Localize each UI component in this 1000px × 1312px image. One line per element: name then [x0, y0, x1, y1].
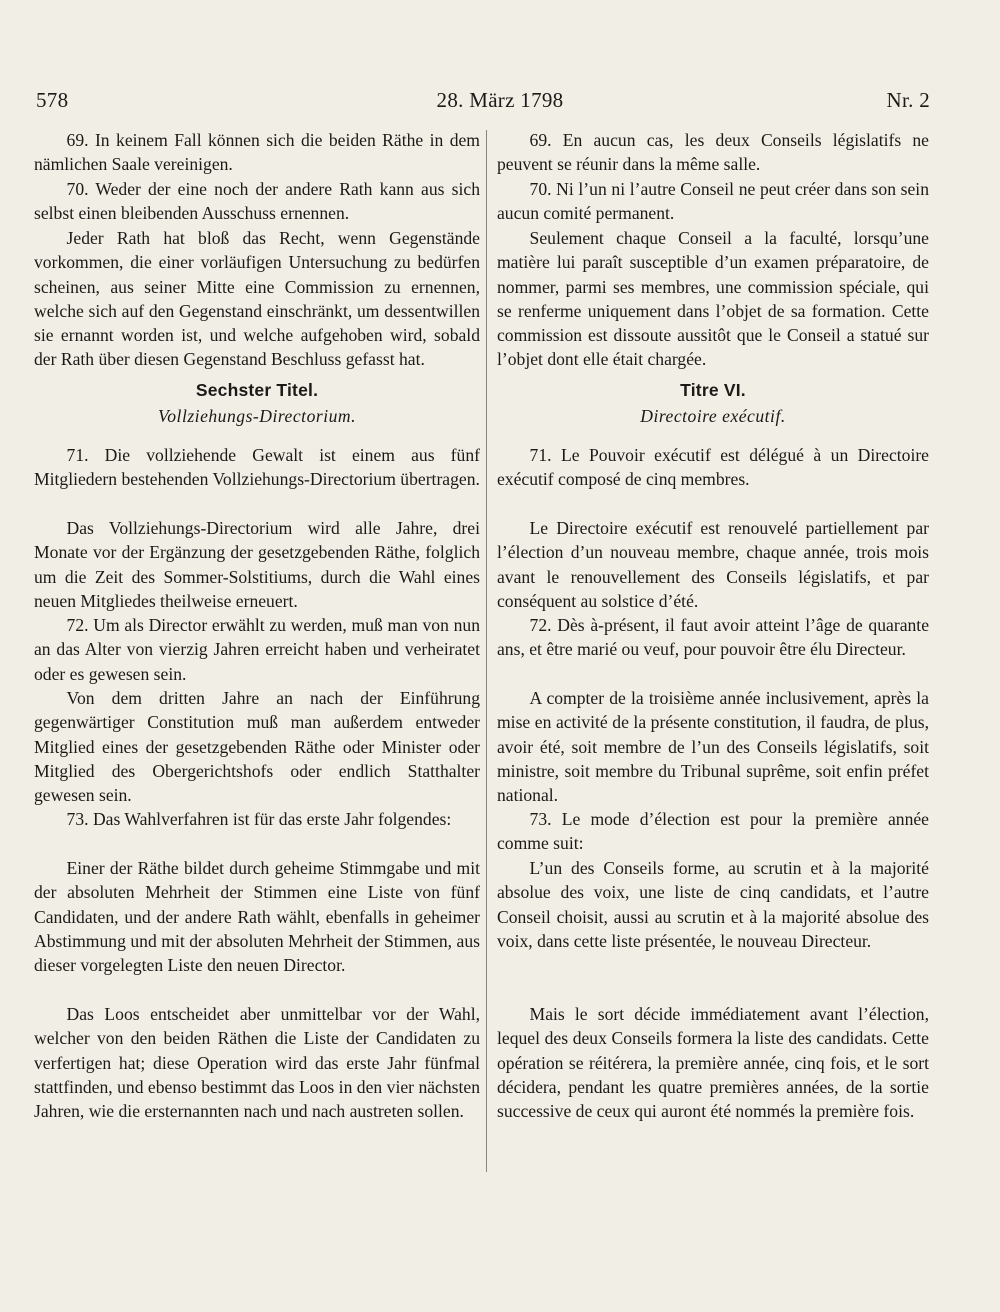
paragraph-election-fr: L’un des Conseils forme, au scrutin et à la majorité absolue des voix, une liste de cinq candidats, et l’autre Conseil choisit, aussi au scrutin et à la majorité absolue des voix, dans cette liste présentée, le nouveau Directeur.	[497, 858, 929, 951]
paragraph-eligibility-de: Von dem dritten Jahre an nach der Einführung gegenwärtiger Constitution muß man außerdem entweder Mitglied eines der gesetzgebenden Räthe oder Minister oder Mitglied des Obergerichtshofs oder endlich Statthalter gewesen sein.	[34, 688, 480, 806]
article-70-de: 70. Weder der eine noch der andere Rath kann aus sich selbst einen bleibenden Ausschuss ernennen.	[34, 179, 480, 224]
paragraph-renewal-de: Das Vollziehungs-Directorium wird alle Jahre, drei Monate vor der Ergänzung der gesetzgebenden Räthe, folglich um die Zeit des Sommer-Solstitiums, durch die Wahl eines neuen Mitgliedes theilweise erneuert.	[34, 518, 480, 611]
page-number: 578	[36, 88, 69, 112]
section-subheading-de: Vollziehungs-Directorium.	[157, 406, 357, 426]
german-column	[34, 128, 480, 1148]
paragraph-renewal-fr: Le Directoire exécutif est renouvelé partiellement par l’élection d’un nouveau membre, chaque année, trois mois avant le renouvellement des Conseils législatifs, et par conséquent au solstice d’été.	[497, 518, 929, 611]
paragraph-commission-fr: Seulement chaque Conseil a la faculté, lorsqu’une matière lui paraît susceptible d’un examen préparatoire, de nommer, parmi ses membres, une commission spéciale, qui se renferme uniquement dans l’objet de sa formation. Cette commission est dissoute aussitôt que le Conseil a statué sur l’objet dont elle était chargée.	[497, 228, 929, 370]
section-subheading-fr: Directoire exécutif.	[640, 406, 786, 426]
section-heading-de: Sechster Titel.	[195, 380, 319, 400]
article-69-fr: 69. En aucun cas, les deux Conseils législatifs ne peuvent se réunir dans la même salle.	[497, 130, 929, 175]
page-date: 28. März 1798	[436, 88, 564, 112]
paragraph-eligibility-fr: A compter de la troisième année inclusivement, après la mise en activité de la présente constitution, il faudra, de plus, avoir été, soit membre de l’un des Conseils législatifs, soit ministre, soit membre du Tribunal suprême, soit enfin préfet national.	[497, 688, 929, 806]
paragraph-commission-de: Jeder Rath hat bloß das Recht, wenn Gegenstände vorkommen, die einer vorläufigen Untersuchung zu bedürfen scheinen, aus seiner Mitte eine Commission zu ernennen, welche sich auf den Gegenstand einschränkt, um dessentwillen sie ernannt worden ist, und welche aufgehoben wird, sobald der Rath über diesen Gegenstand Beschluss gefasst hat.	[34, 228, 480, 370]
section-heading-fr: Titre VI.	[680, 380, 746, 400]
article-73-de: 73. Das Wahlverfahren ist für das erste Jahr folgendes:	[66, 809, 452, 829]
article-70-fr: 70. Ni l’un ni l’autre Conseil ne peut créer dans son sein aucun comité permanent.	[497, 179, 929, 224]
article-73-fr: 73. Le mode d’élection est pour la première année comme suit:	[497, 809, 929, 854]
article-71-de: 71. Die vollziehende Gewalt ist einem aus fünf Mitgliedern bestehenden Vollziehungs-Directorium übertragen.	[34, 445, 480, 490]
column-divider	[486, 130, 487, 1172]
french-column	[497, 128, 929, 1148]
article-69-de: 69. In keinem Fall können sich die beiden Räthe in dem nämlichen Saale vereinigen.	[34, 130, 480, 175]
paragraph-lot-fr: Mais le sort décide immédiatement avant l’élection, lequel des deux Conseils formera la liste des candidats. Cette opération se réitérera, la première année, cinq fois, et le sort décidera, pendant les quatre premières années, de la sortie successive de ceux qui auront été nommés la première fois.	[497, 1004, 929, 1122]
paragraph-election-de: Einer der Räthe bildet durch geheime Stimmgabe und mit der absoluten Mehrheit der Stimmen eine Liste von fünf Candidaten, und der andere Rath wählt, ebenfalls in geheimer Abstimmung und mit der absoluten Mehrheit der Stimmen, aus dieser vorgelegten Liste den neuen Director.	[34, 858, 480, 976]
article-72-de: 72. Um als Director erwählt zu werden, muß man von nun an das Alter von vierzig Jahren erreicht haben und verheiratet oder es gewesen sein.	[34, 615, 480, 684]
issue-number: Nr. 2	[886, 88, 930, 112]
article-72-fr: 72. Dès à-présent, il faut avoir atteint l’âge de quarante ans, et être marié ou veuf, pour pouvoir être élu Directeur.	[497, 615, 929, 660]
article-71-fr: 71. Le Pouvoir exécutif est délégué à un Directoire exécutif composé de cinq membres.	[497, 445, 929, 490]
paragraph-lot-de: Das Loos entscheidet aber unmittelbar vor der Wahl, welcher von den beiden Räthen die Liste der Candidaten zu verfertigen hat; diese Operation wird das erste Jahr fünfmal stattfinden, und ebenso bestimmt das Loos in den vier nächsten Jahren, wie die ersternannten nach und nach austreten sollen.	[34, 1004, 480, 1122]
